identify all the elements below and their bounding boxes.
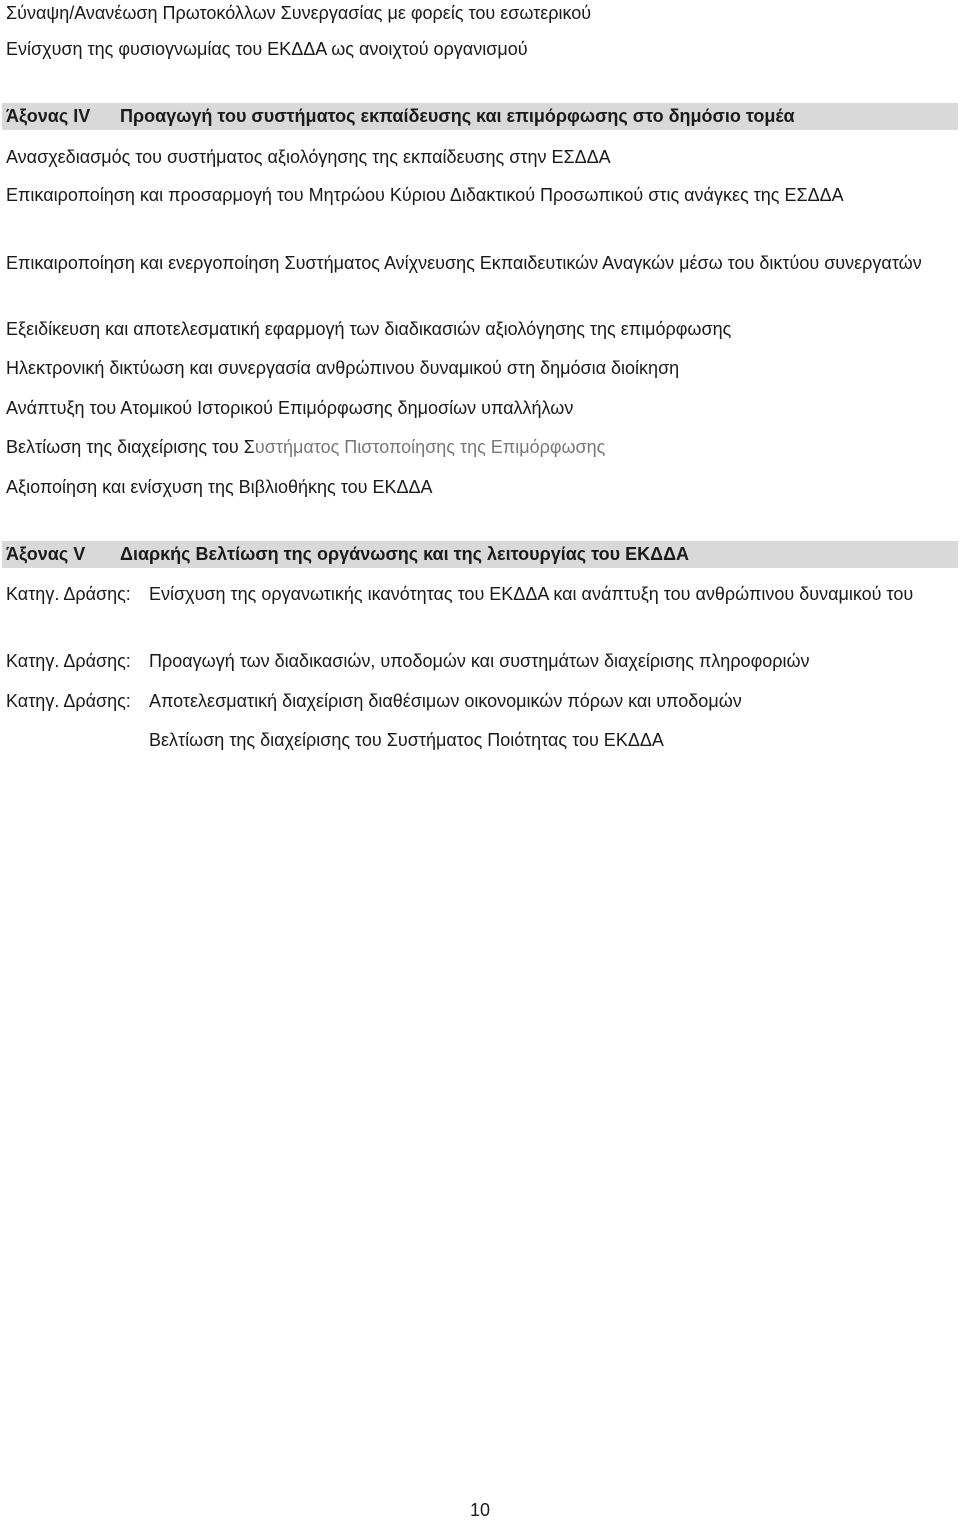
category-text: Ενίσχυση της οργανωτικής ικανότητας του ΕΚΔΔΑ και ανάπτυξη του ανθρώπινου δυναμικού του [149, 584, 914, 604]
axis-v-number: Άξονας V [6, 544, 86, 564]
axis-iv-item-7-prefix: Βελτίωση της διαχείρισης του Σ [6, 437, 255, 457]
category-text: Αποτελεσματική διαχείριση διαθέσιμων οικονομικών πόρων και υποδομών [149, 691, 742, 711]
axis-iv-item-8: Αξιοποίηση και ενίσχυση της Βιβλιοθήκης του ΕΚΔΔΑ [6, 477, 433, 497]
axis-iv-item-7-suffix: υστήματος Πιστοποίησης της Επιμόρφωσης [254, 437, 606, 457]
axis-iv-item-1: Ανασχεδιασμός του συστήματος αξιολόγησης της εκπαίδευσης στην ΕΣΔΔΑ [6, 147, 611, 167]
axis-iv-title: Προαγωγή του συστήματος εκπαίδευσης και επιμόρφωσης στο δημόσιο τομέα [120, 106, 795, 126]
axis-iv-item-7 [6, 434, 605, 461]
category-text: Προαγωγή των διαδικασιών, υποδομών και συστημάτων διαχείρισης πληροφοριών [149, 651, 810, 671]
text-line-protocols: Σύναψη/Ανανέωση Πρωτοκόλλων Συνεργασίας με φορείς του εσωτερικού [6, 3, 592, 23]
axis-iv-item-6: Ανάπτυξη του Ατομικού Ιστορικού Επιμόρφωσης δημοσίων υπαλλήλων [6, 398, 574, 418]
axis-iv-item-4: Εξειδίκευση και αποτελεσματική εφαρμογή των διαδικασιών αξιολόγησης της επιμόρφωσης [6, 319, 732, 339]
axis-iv-item-2: Επικαιροποίηση και προσαρμογή του Μητρώου Κύριου Διδακτικού Προσωπικού στις ανάγκες της ΕΣΔΔΑ [6, 185, 844, 205]
axis-iv-item-5: Ηλεκτρονική δικτύωση και συνεργασία ανθρώπινου δυναμικού στη δημόσια διοίκηση [6, 358, 680, 378]
axis-v-sub-item: Βελτίωση της διαχείρισης του Συστήματος Ποιότητας του ΕΚΔΔΑ [149, 730, 664, 750]
category-label: Κατηγ. Δράσης: [6, 691, 131, 711]
category-label: Κατηγ. Δράσης: [6, 651, 131, 671]
axis-v-header [2, 541, 958, 568]
page-number: 10 [469, 1500, 491, 1520]
axis-iv-number: Άξονας IV [6, 106, 91, 126]
axis-iv-header [2, 103, 958, 130]
axis-v-title: Διαρκής Βελτίωση της οργάνωσης και της λειτουργίας του ΕΚΔΔΑ [120, 544, 690, 564]
axis-iv-item-3: Επικαιροποίηση και ενεργοποίηση Συστήματος Ανίχνευσης Εκπαιδευτικών Αναγκών μέσω του δικτύου συνεργατών [6, 253, 922, 273]
category-label: Κατηγ. Δράσης: [6, 584, 131, 604]
text-line-open-organization: Ενίσχυση της φυσιογνωμίας του ΕΚΔΔΑ ως ανοιχτού οργανισμού [6, 39, 528, 59]
